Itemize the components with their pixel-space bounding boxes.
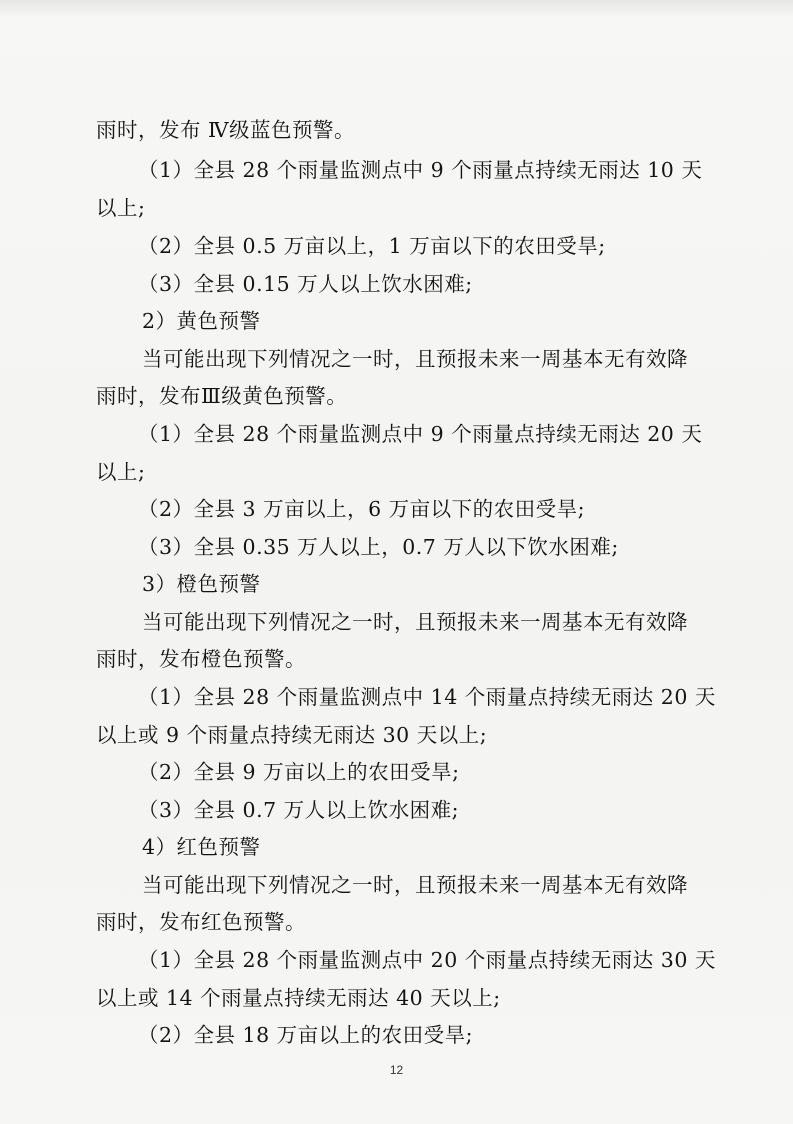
section-heading: 2）黄色预警 [142, 309, 261, 333]
text-line: 雨时，发布 Ⅳ级蓝色预警。 [96, 118, 355, 142]
text-line: 以上; [96, 460, 146, 484]
text-line: （2）全县 3 万亩以上，6 万亩以下的农田受旱; [138, 497, 586, 521]
text-line: （3）全县 0.35 万人以上，0.7 万人以下饮水困难; [138, 535, 619, 559]
text-line: （1）全县 28 个雨量监测点中 9 个雨量点持续无雨达 10 天 [138, 158, 703, 182]
section-heading: 3）橙色预警 [142, 572, 261, 596]
section-heading: 4）红色预警 [142, 835, 261, 859]
text-line: 以上; [96, 196, 146, 220]
scan-edge-shadow [0, 0, 793, 18]
text-line: 当可能出现下列情况之一时，且预报未来一周基本无有效降 [142, 347, 688, 371]
text-line: 雨时，发布Ⅲ级黄色预警。 [96, 384, 348, 408]
text-line: 以上或 9 个雨量点持续无雨达 30 天以上; [96, 723, 488, 747]
text-line: （1）全县 28 个雨量监测点中 9 个雨量点持续无雨达 20 天 [138, 422, 703, 446]
text-line: （1）全县 28 个雨量监测点中 20 个雨量点持续无雨达 30 天 [138, 948, 716, 972]
text-line: （1）全县 28 个雨量监测点中 14 个雨量点持续无雨达 20 天 [138, 685, 716, 709]
text-line: （3）全县 0.7 万人以上饮水困难; [138, 798, 460, 822]
page-number: 12 [389, 1063, 404, 1077]
text-line: 以上或 14 个雨量点持续无雨达 40 天以上; [96, 986, 501, 1010]
text-line: （2）全县 18 万亩以上的农田受旱; [138, 1023, 474, 1047]
text-line: 当可能出现下列情况之一时，且预报未来一周基本无有效降 [142, 873, 688, 897]
text-line: （2）全县 9 万亩以上的农田受旱; [138, 760, 460, 784]
text-line: （3）全县 0.15 万人以上饮水困难; [138, 272, 473, 296]
text-line: 当可能出现下列情况之一时，且预报未来一周基本无有效降 [142, 610, 688, 634]
text-line: （2）全县 0.5 万亩以上，1 万亩以下的农田受旱; [138, 234, 606, 258]
text-line: 雨时，发布橙色预警。 [96, 647, 306, 671]
text-line: 雨时，发布红色预警。 [96, 910, 306, 934]
